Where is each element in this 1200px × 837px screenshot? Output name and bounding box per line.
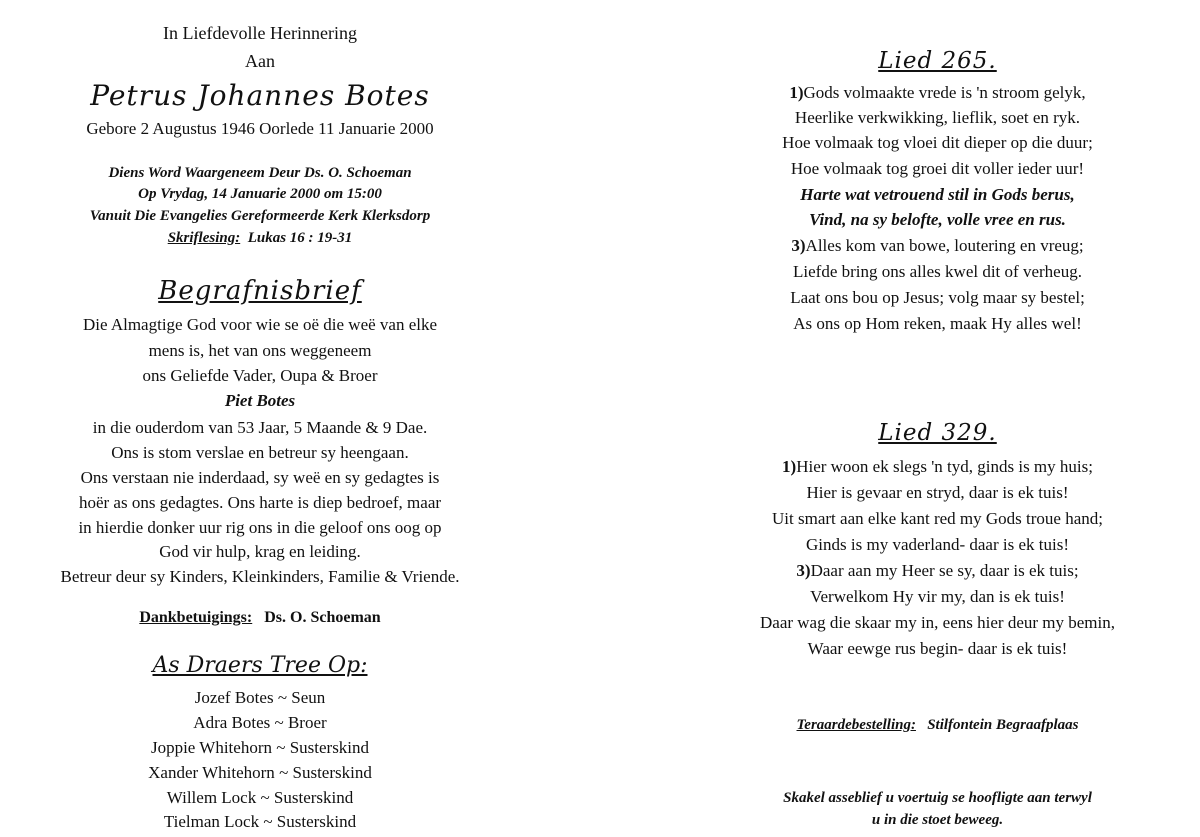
bearer-role: Susterskind [289, 738, 370, 757]
short-name: Piet Botes [224, 391, 296, 410]
hymn-line: Liefde bring ons alles kwel dit of verheug. [793, 262, 1082, 281]
hymn-line [690, 237, 1185, 254]
bearer-row [0, 739, 520, 756]
hymn-text: Gods volmaakte vrede is 'n stroom gelyk, [803, 83, 1086, 102]
thanks-line [0, 610, 520, 626]
letter-line: Ons verstaan nie inderdaad, sy weë en sy gedagtes is [80, 468, 440, 487]
burial-line [690, 718, 1185, 733]
notice-line: u in die stoet beweeg. [871, 812, 1004, 828]
bearer-separator: ~ [276, 738, 286, 757]
hymn-line: Uit smart aan elke kant red my Gods troue hand; [772, 509, 1103, 528]
burial-label: Teraardebestelling: [796, 717, 916, 733]
bearer-row [0, 714, 520, 731]
hymn-1-title: Lied 265. [878, 48, 997, 74]
hymn-line: As ons op Hom reken, maak Hy alles wel! [793, 314, 1082, 333]
hymn-line: Daar wag die skaar my in, eens hier deur my bemin, [760, 613, 1115, 632]
bearer-separator: ~ [263, 812, 273, 831]
bearer-role: Susterskind [276, 812, 357, 831]
bearer-name: Jozef Botes [194, 688, 274, 707]
scripture-reading [0, 231, 520, 246]
letter-line: Betreur deur sy Kinders, Kleinkinders, Familie & Vriende. [60, 567, 460, 586]
hymn-text: Daar aan my Heer se sy, daar is ek tuis; [810, 561, 1079, 580]
hymn-line: Ginds is my vaderland- daar is ek tuis! [806, 535, 1069, 554]
bearer-separator: ~ [274, 713, 284, 732]
thanks-value: Ds. O. Schoeman [264, 609, 381, 626]
letter-line: ons Geliefde Vader, Oupa & Broer [142, 366, 378, 385]
verse-number: 1) [789, 83, 804, 102]
service-line-1: Diens Word Waargeneem Deur Ds. O. Schoeman [108, 165, 412, 181]
notice-line: Skakel asseblief u voertuig se hoofligte aan terwyl [783, 790, 1092, 806]
verse-number: 3) [796, 561, 811, 580]
hymn-line: Heerlike verkwikking, lieflik, soet en ryk. [794, 108, 1081, 127]
hymn-line: Waar eewge rus begin- daar is ek tuis! [807, 639, 1068, 658]
bearer-separator: ~ [277, 688, 288, 707]
letter-line: Die Almagtige God voor wie se oë die weë van elke [82, 315, 438, 334]
hymn-line: Verwelkom Hy vir my, dan is ek tuis! [810, 587, 1065, 606]
bearer-name: Adra Botes [193, 713, 271, 732]
bearer-name: Willem Lock [166, 788, 257, 807]
bearer-separator: ~ [279, 763, 289, 782]
letter-line: mens is, het van ons weggeneem [148, 341, 372, 360]
bearer-row [0, 789, 520, 806]
hymn-text: Alles kom van bowe, loutering en vreug; [805, 236, 1084, 255]
burial-value: Stilfontein Begraafplaas [927, 717, 1079, 733]
bearer-row [0, 813, 520, 830]
hymn-chorus-line: Harte wat vetrouend stil in Gods berus, [800, 185, 1075, 204]
bearer-row [0, 689, 520, 706]
service-line-2: Op Vrydag, 14 Januarie 2000 om 15:00 [138, 186, 382, 202]
deceased-name: Petrus Johannes Botes [90, 79, 430, 112]
hymn-text: Hier woon ek slegs 'n tyd, ginds is my huis; [796, 457, 1093, 476]
bearer-row [0, 764, 520, 781]
aan-text: Aan [245, 51, 275, 71]
bearer-role: Susterskind [292, 763, 372, 782]
bearer-role: Seun [291, 688, 326, 707]
memorial-heading: In Liefdevolle Herinnering [163, 23, 357, 43]
bearer-name: Tielman Lock [163, 812, 260, 831]
letter-line: in die ouderdom van 53 Jaar, 5 Maande & 9 Dae. [92, 418, 428, 437]
bearer-role: Broer [287, 713, 327, 732]
letter-line: in hierdie donker uur rig ons in die geloof ons oog op [78, 518, 442, 537]
hymn-line [690, 562, 1185, 579]
hymn-line: Laat ons bou op Jesus; volg maar sy bestel; [790, 288, 1085, 307]
bearers-title: As Draers Tree Op: [152, 653, 368, 678]
hymn-line [690, 458, 1185, 475]
hymn-line: Hier is gevaar en stryd, daar is ek tuis! [806, 483, 1069, 502]
bearer-role: Susterskind [273, 788, 354, 807]
hymn-2-title: Lied 329. [878, 420, 997, 446]
verse-number: 3) [791, 236, 806, 255]
service-line-3: Vanuit Die Evangelies Gereformeerde Kerk Klerksdorp [89, 208, 431, 224]
letter-line: God vir hulp, krag en leiding. [159, 542, 361, 561]
bearer-separator: ~ [260, 788, 270, 807]
hymn-line [690, 84, 1185, 101]
scripture-label: Skriflesing: [167, 230, 241, 246]
life-dates: Gebore 2 Augustus 1946 Oorlede 11 Januarie 2000 [86, 119, 434, 138]
hymn-line: Hoe volmaak tog groei dit voller ieder uur! [790, 159, 1085, 178]
verse-number: 1) [782, 457, 797, 476]
letter-title: Begrafnisbrief [158, 276, 362, 306]
hymn-line: Hoe volmaak tog vloei dit dieper op die duur; [782, 133, 1093, 152]
letter-line: Ons is stom verslae en betreur sy heengaan. [111, 443, 409, 462]
hymn-chorus-line: Vind, na sy belofte, volle vree en rus. [809, 210, 1066, 229]
thanks-label: Dankbetuigings: [139, 609, 253, 626]
letter-line: hoër as ons gedagtes. Ons harte is diep bedroef, maar [78, 493, 442, 512]
scripture-value: Lukas 16 : 19-31 [247, 230, 353, 246]
bearer-name: Xander Whitehorn [148, 763, 275, 782]
bearer-name: Joppie Whitehorn [150, 738, 272, 757]
